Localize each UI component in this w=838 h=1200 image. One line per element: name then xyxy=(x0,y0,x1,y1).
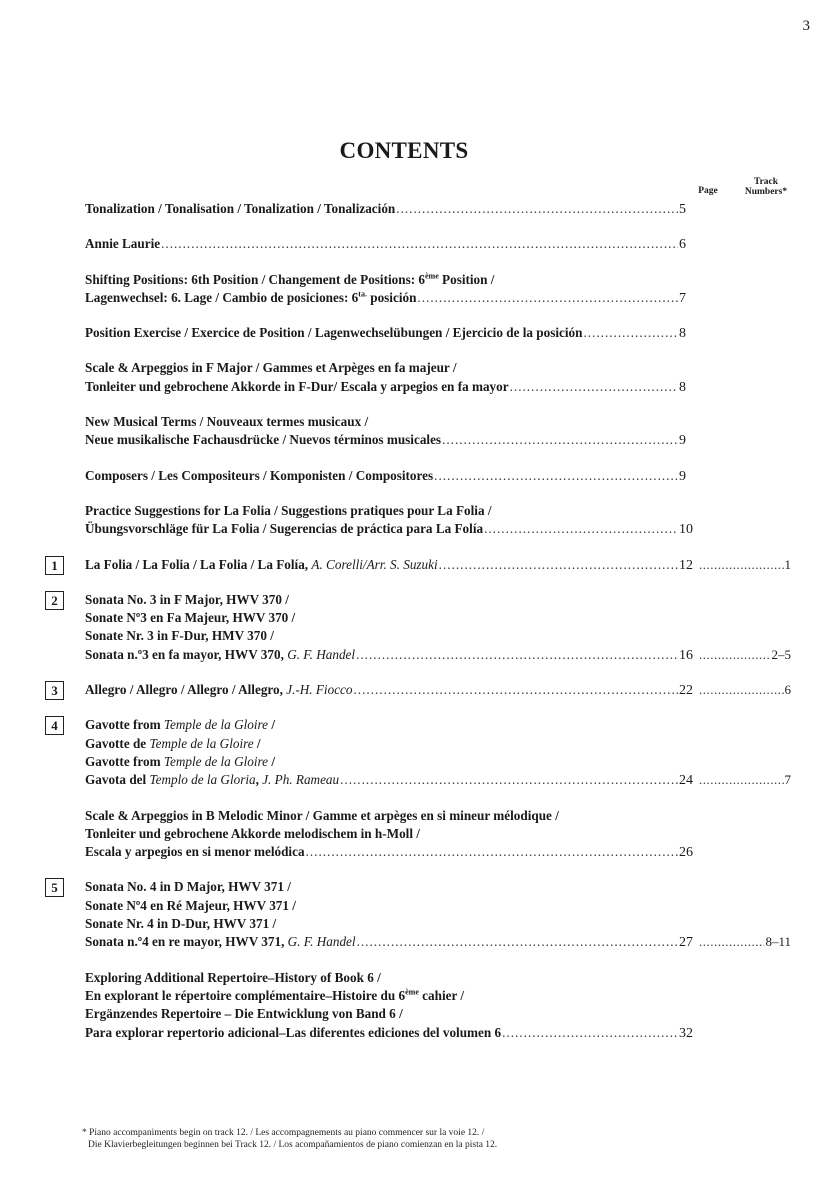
entry-line xyxy=(85,825,791,843)
entry-text-segment: Tonalization / Tonalisation / Tonalization / Tonalización xyxy=(85,201,396,216)
toc-entry[interactable] xyxy=(0,235,838,254)
entry-line xyxy=(85,807,791,825)
track-dot-leader xyxy=(699,646,771,664)
page-number-ref: 27 xyxy=(679,935,693,951)
dot-leader xyxy=(484,520,678,538)
entry-line xyxy=(85,735,791,753)
entry-text-segment: Gavotte from xyxy=(85,753,164,769)
entry-text-segment: , xyxy=(255,772,263,788)
entry-line xyxy=(85,289,791,308)
entry-text-segment: New Musical Terms / Nouveaux termes musicaux / xyxy=(85,414,369,430)
dot-leader xyxy=(161,235,678,253)
toc-entry[interactable] xyxy=(0,681,838,700)
entry-text-segment: Exploring Additional Repertoire–History of Book 6 / xyxy=(85,969,381,985)
toc-entry[interactable] xyxy=(0,556,838,575)
entry-lines xyxy=(85,271,791,309)
entry-line xyxy=(85,235,791,254)
composer-name: J.-H. Fiocco xyxy=(286,682,353,698)
track-numbers xyxy=(699,556,791,574)
entry-line xyxy=(85,716,791,734)
toc-entry[interactable] xyxy=(0,878,838,952)
entry-text-segment: Shifting Positions: 6th Position / Changement de Positions: 6ème Position / xyxy=(85,271,495,287)
dot-leader xyxy=(417,289,678,307)
entry-title xyxy=(85,1024,501,1042)
dot-leader xyxy=(434,467,678,485)
entry-line xyxy=(85,413,791,431)
dot-leader xyxy=(439,556,678,574)
page-title: CONTENTS xyxy=(339,138,469,163)
entry-line xyxy=(85,969,791,987)
entry-text-segment: Para explorar repertorio adicional–Las diferentes ediciones del volumen 6 xyxy=(85,1024,502,1040)
page-number-ref: 12 xyxy=(679,557,693,573)
toc-entry[interactable] xyxy=(0,502,838,540)
ordinal-superscript: ème xyxy=(424,271,439,281)
entry-line xyxy=(85,502,791,520)
entry-line xyxy=(85,556,791,575)
dot-leader xyxy=(502,1024,678,1042)
entry-line xyxy=(85,591,791,609)
track-number-value: 7 xyxy=(784,772,791,788)
track-number-value: 2–5 xyxy=(771,646,791,662)
entry-title xyxy=(85,843,305,861)
entry-lines xyxy=(85,556,791,575)
entry-lines xyxy=(85,807,791,863)
entry-line xyxy=(85,771,791,790)
track-number-value: 6 xyxy=(784,682,791,698)
entry-title xyxy=(85,646,355,664)
page-number-ref: 9 xyxy=(679,433,686,449)
entry-line xyxy=(85,627,791,645)
entry-lines xyxy=(85,591,791,665)
entry-line xyxy=(85,843,791,862)
entry-text-segment: Neue musikalische Fachausdrücke / Nuevos términos musicales xyxy=(85,432,442,448)
entry-line xyxy=(85,1005,791,1023)
entry-title xyxy=(85,431,441,449)
toc-entry[interactable] xyxy=(0,591,838,665)
page-number-ref: 24 xyxy=(679,773,693,789)
track-dot-leader xyxy=(699,933,764,951)
entry-line xyxy=(85,609,791,627)
dot-leader xyxy=(396,200,678,218)
composer-name: J. Ph. Rameau xyxy=(262,772,340,788)
entry-text-segment: / xyxy=(253,735,261,751)
entry-lines xyxy=(85,359,791,397)
toc-entry[interactable] xyxy=(0,716,838,790)
entry-text-segment: Sonate Nº4 en Ré Majeur, HWV 371 / xyxy=(85,897,296,913)
entry-lines xyxy=(85,324,791,343)
track-dot-leader xyxy=(699,771,784,789)
footnote-line1: * Piano accompaniments begin on track 12. / Les accompagnements au piano commencer sur la voie 12. / xyxy=(82,1128,485,1138)
entry-lines xyxy=(85,681,791,700)
entry-text-segment: Escala y arpegios en si menor melódica xyxy=(85,844,305,860)
entry-title xyxy=(85,556,438,574)
page-number-ref: 6 xyxy=(679,237,686,253)
entry-line xyxy=(85,933,791,952)
page-number-ref: 7 xyxy=(679,290,686,306)
entry-line xyxy=(85,467,791,486)
work-title: Temple de la Gloire xyxy=(163,753,269,769)
entry-text-segment: Position Exercise / Exercice de Position / Lagenwechselübungen / Ejercicio de la posición xyxy=(85,325,583,341)
entry-text-segment: Tonleiter und gebrochene Akkorde melodischem in h-Moll / xyxy=(85,825,420,841)
entry-lines xyxy=(85,467,791,486)
entry-text-segment: Sonata No. 3 in F Major, HWV 370 / xyxy=(85,591,289,607)
track-piece-number-badge: 4 xyxy=(45,716,64,735)
track-numbers xyxy=(699,771,791,789)
entry-text-segment: Composers / Les Compositeurs / Komponisten / Compositores xyxy=(85,467,434,483)
entry-line xyxy=(85,200,791,219)
toc-entry[interactable] xyxy=(0,359,838,397)
entry-line xyxy=(85,359,791,377)
entry-text-segment: Practice Suggestions for La Folia / Suggestions pratiques pour La Folia / xyxy=(85,502,492,518)
entry-lines xyxy=(85,235,791,254)
page-number-ref: 8 xyxy=(679,379,686,395)
table-of-contents xyxy=(0,200,838,1059)
entry-lines xyxy=(85,413,791,451)
track-piece-number-badge: 2 xyxy=(45,591,64,610)
entry-lines xyxy=(85,969,791,1043)
entry-line xyxy=(85,324,791,343)
page-number-ref: 26 xyxy=(679,845,693,861)
page-number-ref: 5 xyxy=(679,202,686,217)
track-dot-leader xyxy=(699,556,784,574)
entry-text-segment: Sonate Nr. 3 in F-Dur, HMV 370 / xyxy=(85,628,274,644)
track-number-value: 1 xyxy=(784,556,791,572)
track-header-line2: Numbers* xyxy=(744,187,788,197)
entry-text-segment: Übungsvorschläge für La Folia / Sugerencias de práctica para La Folía xyxy=(85,521,484,537)
entry-line xyxy=(85,878,791,896)
page-number-ref: 8 xyxy=(679,326,686,342)
entry-lines xyxy=(85,716,791,790)
entry-title xyxy=(85,378,509,396)
footnote xyxy=(82,1127,497,1151)
track-numbers xyxy=(699,646,791,664)
entry-text-segment: / xyxy=(268,717,275,733)
dot-leader xyxy=(583,324,678,342)
work-title: Temple de la Gloire xyxy=(149,735,254,751)
composer-name: A. Corelli/Arr. S. Suzuki xyxy=(311,556,438,572)
track-piece-number-badge: 1 xyxy=(45,556,64,575)
dot-leader xyxy=(510,378,678,396)
entry-text-segment: Scale & Arpeggios in F Major / Gammes et Arpèges en fa majeur / xyxy=(85,360,457,376)
entry-line xyxy=(85,378,791,397)
entry-text-segment: Annie Laurie xyxy=(85,236,161,252)
entry-text-segment: En explorant le répertoire complémentaire–Histoire du 6ème cahier / xyxy=(85,987,465,1003)
page-number-ref: 22 xyxy=(679,683,693,699)
entry-lines xyxy=(85,878,791,952)
track-numbers xyxy=(699,933,791,951)
composer-name: G. F. Handel xyxy=(287,646,356,662)
toc-entry[interactable] xyxy=(0,271,838,309)
work-title: Templo de la Gloria xyxy=(149,772,256,788)
footnote-line2: Die Klavierbegleitungen beginnen bei Track 12. / Los acompañamientos de piano comienzan en la pista 12. xyxy=(88,1140,498,1150)
toc-entry[interactable] xyxy=(0,200,838,219)
track-piece-number-badge: 3 xyxy=(45,681,64,700)
entry-line xyxy=(85,271,791,289)
work-title: Temple de la Gloire xyxy=(163,717,269,733)
toc-entry[interactable] xyxy=(0,467,838,486)
track-number-value: 8–11 xyxy=(765,934,791,950)
composer-name: G. F. Handel xyxy=(287,934,356,950)
dot-leader xyxy=(306,843,678,861)
ordinal-superscript: ta. xyxy=(358,289,367,299)
entry-text-segment: Sonata n.º4 en re mayor, HWV 371, xyxy=(85,934,288,950)
dot-leader xyxy=(356,646,678,664)
entry-line xyxy=(85,520,791,539)
entry-text-segment: Sonate Nº3 en Fa Majeur, HWV 370 / xyxy=(85,610,296,626)
track-column-header xyxy=(736,177,796,197)
dot-leader xyxy=(354,681,679,699)
entry-line xyxy=(85,897,791,915)
dot-leader xyxy=(442,431,678,449)
entry-line xyxy=(85,646,791,665)
entry-text-segment: La Folia / La Folia / La Folia / La Folía, xyxy=(85,556,312,572)
entry-title xyxy=(85,235,160,253)
entry-title xyxy=(85,467,433,485)
toc-entry[interactable] xyxy=(0,413,838,451)
track-dot-leader xyxy=(699,681,784,699)
entry-title xyxy=(85,324,582,342)
entry-title xyxy=(85,289,416,307)
entry-line xyxy=(85,915,791,933)
entry-text-segment: / xyxy=(268,753,275,769)
ordinal-superscript: ème xyxy=(405,987,419,997)
page-number-ref: 9 xyxy=(679,468,686,484)
page-number-ref: 16 xyxy=(679,647,693,663)
toc-entry[interactable] xyxy=(0,807,838,863)
toc-entry[interactable] xyxy=(0,324,838,343)
page-column-header: Page xyxy=(698,186,718,196)
entry-line xyxy=(85,987,791,1005)
toc-entry[interactable] xyxy=(0,969,838,1043)
entry-title xyxy=(85,933,356,951)
entry-text-segment: Gavota del xyxy=(85,772,150,788)
entry-title xyxy=(85,771,339,789)
entry-text-segment: Sonata No. 4 in D Major, HWV 371 / xyxy=(85,879,291,895)
page-number-ref: 32 xyxy=(679,1025,693,1041)
entry-text-segment: Gavotte de xyxy=(85,735,150,751)
entry-text-segment: Ergänzendes Repertoire – Die Entwicklung von Band 6 / xyxy=(85,1006,403,1022)
track-header-line1: Track xyxy=(753,177,779,187)
entry-text-segment: Sonate Nr. 4 in D-Dur, HWV 371 / xyxy=(85,916,277,932)
entry-line xyxy=(85,681,791,700)
dot-leader xyxy=(340,771,678,789)
entry-text-segment: Gavotte from xyxy=(85,717,164,733)
entry-line xyxy=(85,753,791,771)
entry-line xyxy=(85,1024,791,1043)
entry-title xyxy=(85,520,483,538)
entry-text-segment: Sonata n.º3 en fa mayor, HWV 370, xyxy=(85,646,288,662)
dot-leader xyxy=(357,933,678,951)
track-numbers xyxy=(699,681,791,699)
entry-title xyxy=(85,200,395,218)
entry-lines xyxy=(85,502,791,540)
entry-text-segment: Lagenwechsel: 6. Lage / Cambio de posiciones: $6^{ta.}$ posición xyxy=(85,289,417,305)
entry-text-segment: Allegro / Allegro / Allegro / Allegro, xyxy=(85,682,287,698)
entry-text-segment: Scale & Arpeggios in B Melodic Minor / Gamme et arpèges en si mineur mélodique / xyxy=(85,807,559,823)
entry-lines xyxy=(85,200,791,219)
track-piece-number-badge: 5 xyxy=(45,878,64,897)
page-number: 3 xyxy=(802,18,810,34)
entry-line xyxy=(85,431,791,450)
entry-title xyxy=(85,681,353,699)
page-number-ref: 10 xyxy=(679,522,693,538)
entry-text-segment: Tonleiter und gebrochene Akkorde in F-Dur/ Escala y arpegios en fa mayor xyxy=(85,378,509,394)
